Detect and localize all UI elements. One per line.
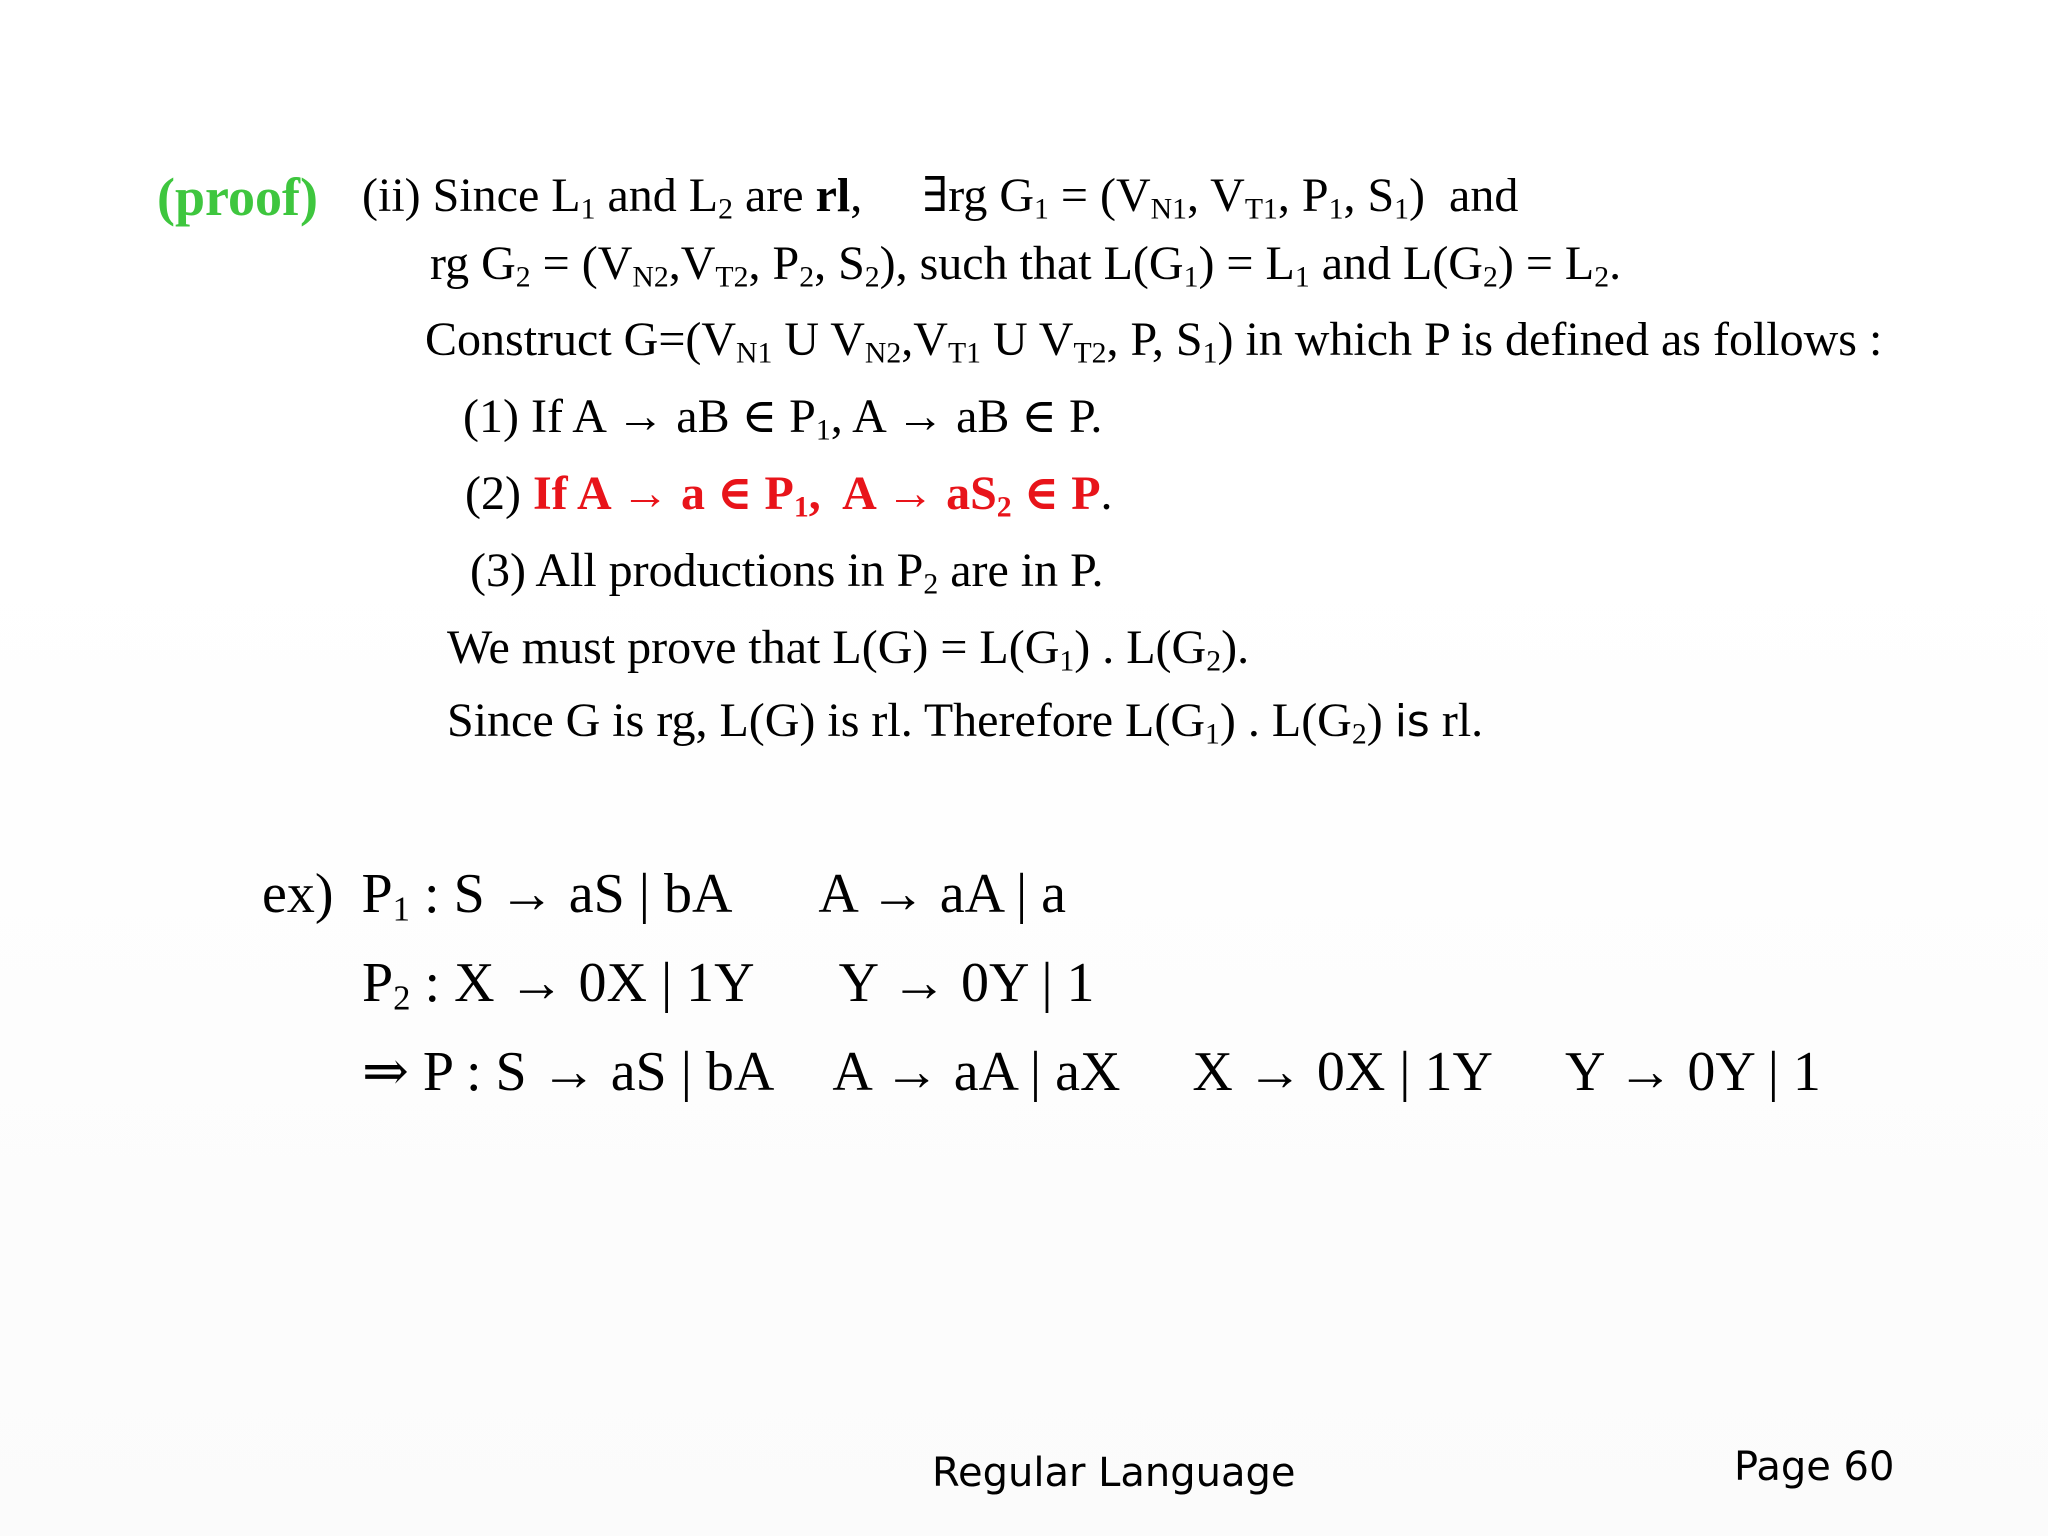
text-segment: If A → a ∈ P bbox=[532, 467, 794, 520]
subscript: 2 bbox=[1351, 717, 1367, 751]
proof-conclusion bbox=[447, 694, 1484, 751]
text-segment: rg G bbox=[430, 237, 516, 290]
text-segment: . bbox=[1100, 467, 1113, 520]
text-segment: ) . L(G bbox=[1219, 694, 1352, 747]
text-segment: , P bbox=[748, 237, 800, 290]
text-segment: , S bbox=[1343, 169, 1395, 222]
subscript: T2 bbox=[715, 260, 749, 294]
text-segment: (ii) Since L bbox=[362, 169, 581, 222]
text-segment: , V bbox=[1187, 169, 1245, 222]
subscript: 2 bbox=[996, 490, 1012, 524]
text-segment: , S bbox=[814, 237, 865, 290]
text-segment: Construct G=(V bbox=[425, 313, 737, 366]
proof-line-2 bbox=[430, 237, 1622, 294]
text-segment: and L bbox=[595, 169, 719, 222]
subscript: 2 bbox=[1482, 260, 1498, 294]
rule-1 bbox=[463, 390, 1103, 447]
subscript: 1 bbox=[1394, 192, 1410, 226]
text-segment: ) bbox=[1366, 694, 1395, 747]
subscript: T2 bbox=[1073, 336, 1107, 370]
text-segment: ) in which P is defined as follows : bbox=[1217, 313, 1883, 366]
subscript: 1 bbox=[1205, 717, 1220, 751]
text-segment: (2) bbox=[465, 467, 533, 520]
example-p2 bbox=[362, 952, 1095, 1018]
text-segment: Y → 0Y | 1 bbox=[1564, 1041, 1821, 1103]
highlighted-rule bbox=[532, 467, 1101, 524]
text-segment: ,V bbox=[901, 313, 948, 366]
subscript: N1 bbox=[1150, 192, 1188, 226]
text-segment: : X → 0X | 1Y bbox=[410, 952, 755, 1014]
subscript: 1 bbox=[1034, 192, 1049, 226]
text-segment: ) = L bbox=[1198, 237, 1295, 290]
text-segment: (1) If A → aB ∈ P bbox=[463, 390, 816, 443]
bold-text: rl bbox=[815, 169, 851, 222]
text-segment: P bbox=[361, 863, 393, 925]
subscript: 2 bbox=[799, 260, 815, 294]
text-segment: , P bbox=[1277, 169, 1329, 222]
example-result bbox=[362, 1041, 1821, 1103]
text-segment: = (V bbox=[1048, 169, 1151, 222]
text-segment: U V bbox=[772, 313, 865, 366]
text-segment: are bbox=[732, 169, 816, 222]
subscript: 1 bbox=[793, 490, 809, 524]
text-segment: (3) All productions in P bbox=[470, 544, 924, 597]
text-segment: ,V bbox=[668, 237, 716, 290]
subscript: 2 bbox=[718, 192, 733, 226]
text-segment: Since G is rg, L(G) is rl. Therefore L(G bbox=[447, 694, 1206, 747]
text-segment: ). bbox=[1221, 621, 1250, 674]
text-segment: ), such that L(G bbox=[879, 237, 1184, 290]
subscript: 2 bbox=[393, 978, 411, 1018]
page-number: Page 60 bbox=[1734, 1444, 1895, 1490]
text-segment: ) . L(G bbox=[1074, 621, 1207, 674]
subscript: 2 bbox=[515, 260, 531, 294]
subscript: 1 bbox=[1059, 644, 1075, 678]
text-segment: , ∃rg G bbox=[850, 169, 1035, 222]
text-segment: Y → 0Y | 1 bbox=[838, 952, 1095, 1014]
subscript: 2 bbox=[923, 567, 939, 601]
subscript: N2 bbox=[632, 260, 669, 294]
subscript: T1 bbox=[947, 336, 981, 370]
text-segment: A → aA | a bbox=[818, 863, 1067, 925]
rule-3 bbox=[470, 544, 1104, 601]
subscript: 1 bbox=[1328, 192, 1344, 226]
text-segment: U V bbox=[981, 313, 1074, 366]
text-segment: ) and bbox=[1409, 169, 1519, 222]
text-segment: We must prove that L(G) = L(G bbox=[447, 621, 1060, 674]
text-segment: , A → aB ∈ P. bbox=[830, 390, 1103, 443]
text-segment: and L(G bbox=[1309, 237, 1483, 290]
proof-line-3 bbox=[425, 313, 1883, 370]
text-segment: A → aA | aX bbox=[832, 1041, 1121, 1103]
text-segment: P bbox=[362, 952, 394, 1014]
subscript: 1 bbox=[580, 192, 596, 226]
subscript: N2 bbox=[864, 336, 902, 370]
proof-label: (proof) bbox=[157, 167, 318, 227]
subscript: T1 bbox=[1244, 192, 1278, 226]
text-segment: ∈ P bbox=[1011, 467, 1101, 520]
subscript: 2 bbox=[1594, 260, 1610, 294]
text-segment: rl. bbox=[1429, 694, 1484, 747]
subscript: 1 bbox=[1183, 260, 1199, 294]
footer-title: Regular Language bbox=[932, 1450, 1296, 1496]
example-prefix: ex) bbox=[262, 863, 334, 925]
subscript: 1 bbox=[1294, 260, 1310, 294]
text-segment: , P, S bbox=[1106, 313, 1203, 366]
text-segment: are in P. bbox=[938, 544, 1104, 597]
subscript: 1 bbox=[1202, 336, 1218, 370]
sans-text-segment: is bbox=[1394, 696, 1430, 747]
subscript: N1 bbox=[736, 336, 773, 370]
text-segment: : S → aS | bA bbox=[410, 863, 733, 925]
text-segment: X → 0X | 1Y bbox=[1192, 1041, 1493, 1103]
text-segment: ⇒ P : S → aS | bA bbox=[362, 1041, 775, 1103]
proof-claim bbox=[447, 621, 1250, 678]
proof-line-1 bbox=[362, 169, 1519, 226]
subscript: 2 bbox=[864, 260, 880, 294]
text-segment: ) = L bbox=[1497, 237, 1595, 290]
text-segment: = (V bbox=[530, 237, 633, 290]
example-p1 bbox=[262, 863, 1067, 929]
text-segment: . bbox=[1609, 237, 1622, 290]
rule-2 bbox=[465, 467, 1113, 524]
subscript: 1 bbox=[815, 413, 831, 447]
subscript: 2 bbox=[1206, 644, 1222, 678]
text-segment: , A → aS bbox=[808, 467, 997, 520]
subscript: 1 bbox=[392, 889, 411, 929]
